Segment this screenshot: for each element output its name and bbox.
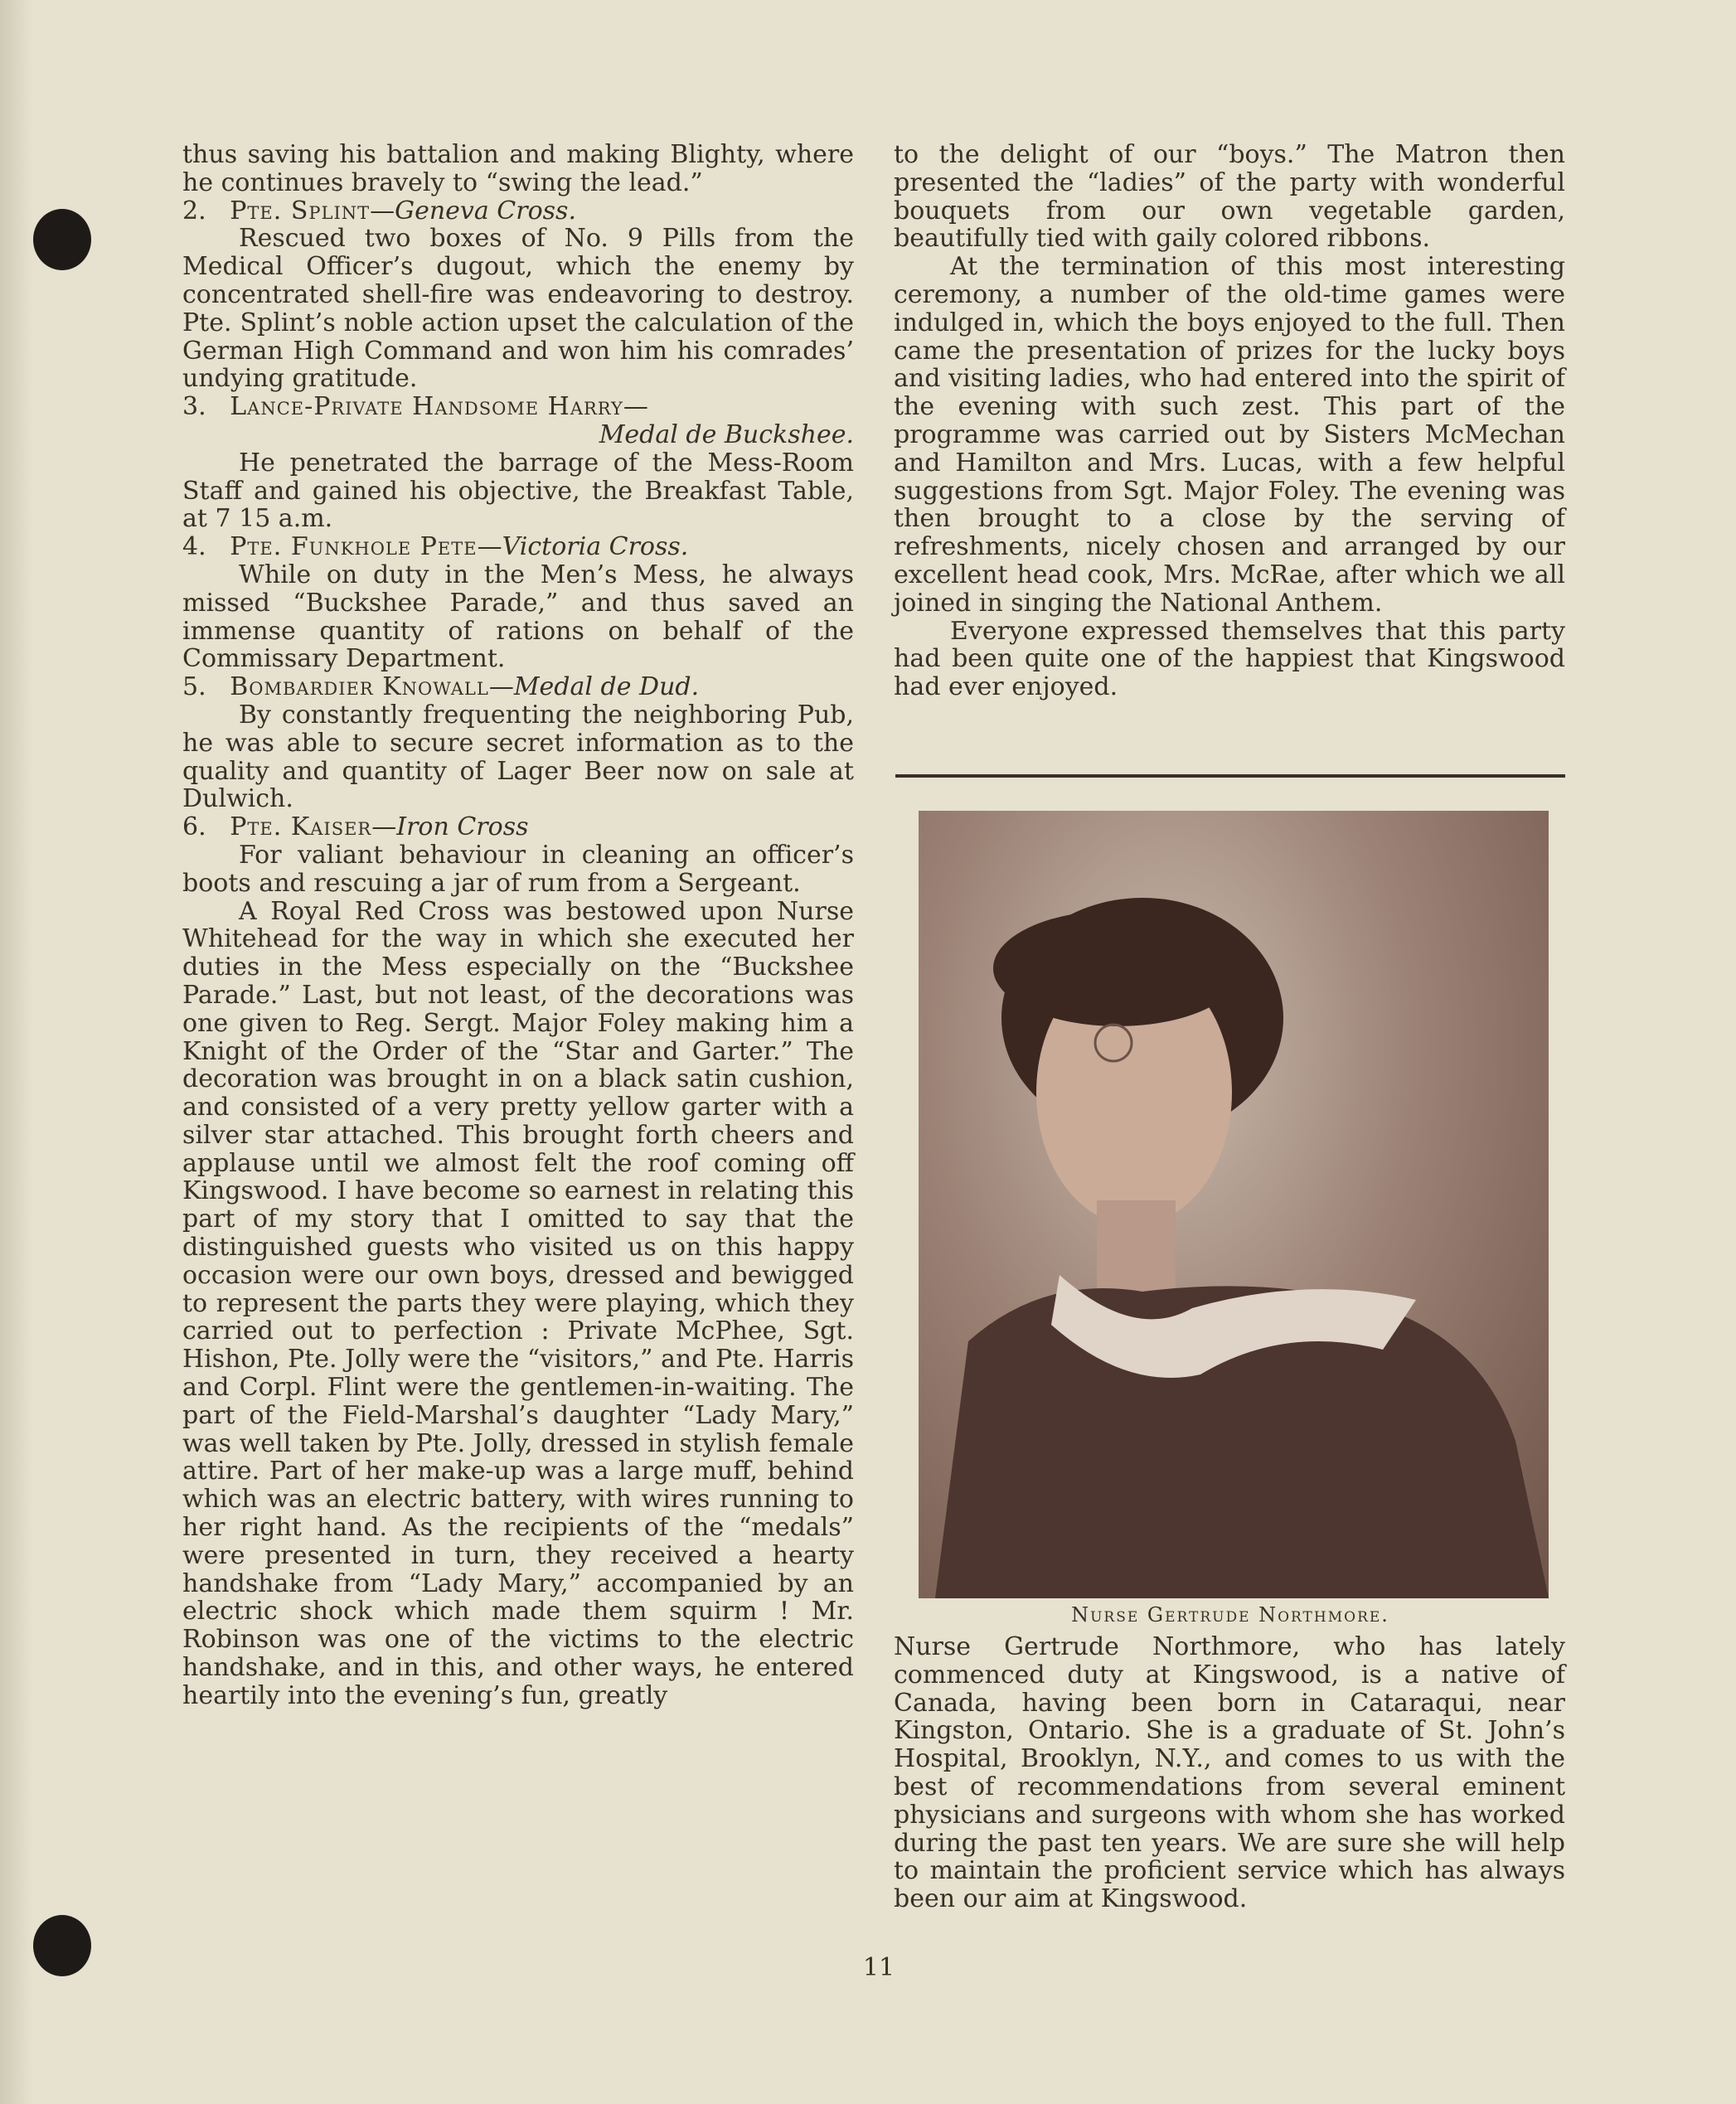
entry-name: Bombardier Knowall [230,672,489,702]
entry-award: Geneva Cross. [395,196,576,225]
portrait-illustration [919,811,1549,1598]
dash: — [488,672,514,702]
entry-2-heading [182,197,854,225]
right-column [894,141,1565,701]
entry-name: Pte. Kaiser [230,812,372,842]
paragraph-nurse-bio: Nurse Gertrude Northmore, who has lately commenced duty at Kingswood, is a native of Canada, having been born in Cataraqui, near Kingston, Ontario. She is a graduate of St. John’s Hospital, Brooklyn, N.Y., and comes to us with the best of recommendations from several eminent physicians and surgeons with whom she has worked during the past ten years. We are sure she will help to maintain the proficient service which has always been our aim at Kingswood. [894,1632,1565,1914]
entry-name: Pte. Funkhole Pete [230,532,478,562]
entry-award: Victoria Cross. [502,532,689,562]
entry-name: Pte. Splint [230,196,371,225]
entry-award: Medal de Dud. [513,672,700,702]
dash: — [370,196,395,225]
entry-number: 4. [182,532,206,562]
entry-2-text: Rescued two boxes of No. 9 Pills from the Medical Officer’s dugout, which the enemy by concentrated shell-fire was endeavoring to destroy. Pte. Splint’s noble action upset the calculation of the German High Command and won him his comrades’ undying gratitude. [182,224,854,394]
entry-4-text: While on duty in the Men’s Mess, he always missed “Buckshee Parade,” and thus saved an immense quantity of rations on behalf of the Commissary Department. [182,560,854,674]
section-divider [895,774,1565,778]
neck-shape [1097,1200,1176,1292]
entry-3-award: Medal de Buckshee. [599,419,854,449]
entry-6-heading [182,813,854,841]
dash: — [371,812,397,842]
paragraph-everyone: Everyone expressed themselves that this party had been quite one of the happiest that Kingswood had ever enjoyed. [894,616,1565,702]
paragraph-royal-red-cross: A Royal Red Cross was bestowed upon Nurse Whitehead for the way in which she executed her duties in the Mess especially on the “Buckshee Parade.” Last, but not least, of the decorations was one given to Reg. Sergt. Major Foley making him a Knight of the Order of the “Star and Garter.” The decoration was brought in on a black satin cushion, and consisted of a very pretty yellow garter with a silver star attached. This brought forth cheers and applause until we almost felt the roof coming off Kingswood. I have become so earnest in relating this part of my story that I omitted to say that the distinguished guests who visited us on this happy occasion were our own boys, dressed and bewigged to represent the parts they were playing, which they carried out to perfection : Private McPhee, Sgt. Hishon, Pte. Jolly were the “visitors,” and Pte. Harris and Corpl. Flint were the gentlemen-in-waiting. The part of the Field-Marshal’s daughter “Lady Mary,” was well taken by Pte. Jolly, dressed in stylish female attire. Part of her make-up was a large muff, behind which was an electric battery, with wires running to her right hand. As the recipients of the “medals” were presented in turn, they received a hearty handshake from “Lady Mary,” accompanied by an electric shock which made them squirm ! Mr. Robinson was one of the victims to the electric handshake, and in this, and other ways, he entered heartily into the evening’s fun, greatly [182,896,854,1710]
entry-4-heading [182,533,854,561]
entry-number: 2. [182,196,206,225]
hair-fringe [993,910,1242,1026]
entry-number: 6. [182,812,206,842]
entry-3-text: He penetrated the barrage of the Mess-Room Staff and gained his objective, the Breakfast Table, at 7 15 a.m. [182,448,854,534]
entry-3-heading [182,393,854,421]
binding-hole-top [33,209,91,270]
paragraph-continued: thus saving his battalion and making Blighty, where he continues bravely to “swing the lead.” [182,140,854,197]
page-number: 11 [862,1953,895,1982]
entry-5-heading [182,673,854,701]
entry-number: 3. [182,392,206,422]
dash: — [477,532,502,562]
left-column [182,141,854,1710]
photo-caption: Nurse Gertrude Northmore. [1071,1603,1389,1626]
paragraph-matron: to the delight of our “boys.” The Matron then presented the “ladies” of the party with wonderful bouquets from our own vegetable garden, beautifully tied with gaily colored ribbons. [894,140,1565,254]
binding-hole-bottom [33,1915,91,1976]
entry-award: Iron Cross [396,812,529,842]
right-column-lower [894,1633,1565,1913]
entry-6-text: For valiant behaviour in cleaning an officer’s boots and rescuing a jar of rum from a Sergeant. [182,840,854,898]
portrait-photo [919,811,1549,1598]
page-edge-shadow [0,0,33,2104]
paragraph-games: At the termination of this most interesting ceremony, a number of the old-time games were indulged in, which the boys enjoyed to the full. Then came the presentation of prizes for the lucky boys and visiting ladies, who had entered into the spirit of the evening with such zest. This part of the programme was carried out by Sisters McMechan and Hamilton and Mrs. Lucas, with a few helpful suggestions from Sgt. Major Foley. The evening was then brought to a close by the serving of refreshments, nicely chosen and arranged by our excellent head cook, Mrs. McRae, after which we all joined in singing the National Anthem. [894,252,1565,618]
entry-name: Lance-Private Handsome Harry— [230,392,649,422]
entry-5-text: By constantly frequenting the neighboring Pub, he was able to secure secret information as to the quality and quantity of Lager Beer now on sale at Dulwich. [182,700,854,814]
entry-number: 5. [182,672,206,702]
